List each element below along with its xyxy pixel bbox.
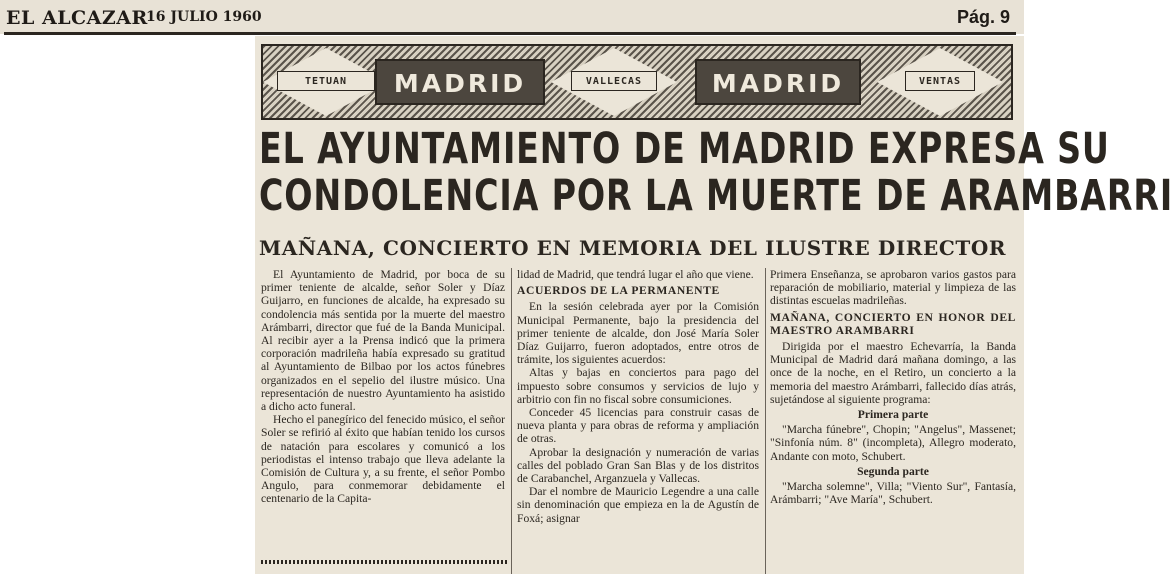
- banner-madrid-1: MADRID: [375, 59, 545, 105]
- column-divider-1: [511, 268, 512, 574]
- col3-paragraph-1: Dirigida por el maestro Echevarría, la Banda Municipal de Madrid dará mañana domingo, a las once de la noche, en el Retiro, un concierto a la memoria del maestro Arámbarri, fallecido días atrás, sujetándose al siguiente programa:: [770, 340, 1016, 406]
- article-clipping: [255, 36, 1173, 574]
- col2-paragraph-3: Conceder 45 licencias para construir casas de nueva planta y para obras de reforma y ampliación de otras.: [517, 406, 759, 446]
- column-1: [261, 268, 505, 506]
- col2-paragraph-4: Aprobar la designación y numeración de varias calles del poblado Gran San Blas y de los distritos de Carabanchel, Arganzuela y Vallecas.: [517, 445, 759, 486]
- banner-label-vallecas: VALLECAS: [571, 71, 657, 91]
- column-end-rule: [261, 560, 509, 564]
- program-part-2-heading: Segunda parte: [857, 464, 929, 478]
- page-number: Pág. 9: [956, 7, 1010, 27]
- col2-paragraph-1: En la sesión celebrada ayer por la Comisión Municipal Permanente, bajo la presidencia del primer teniente de alcalde, don José María Soler Díaz Guijarro, fueron adoptados, entre otros de trámite, los siguientes acuerdos:: [517, 300, 759, 367]
- column-3: [770, 268, 1016, 506]
- col2-section-heading: ACUERDOS DE LA PERMANENTE: [517, 284, 720, 298]
- col3-section-heading: MAÑANA, CONCIERTO EN HONOR DEL MAESTRO ARAMBARRI: [770, 310, 1016, 337]
- header-rule: [4, 32, 1016, 35]
- headline-line-2: CONDOLENCIA POR LA MUERTE DE ARAMBARRI: [259, 171, 1173, 221]
- col2-paragraph-2: Altas y bajas en conciertos para pago del impuesto sobre consumos y servicios de lujo y arbitrio con fin no fiscal sobre consumiciones.: [517, 366, 759, 406]
- program-part-1-heading: Primera parte: [857, 408, 929, 422]
- headline: [259, 124, 1173, 221]
- banner-label-tetuan: TETUAN: [277, 71, 375, 91]
- banner-label-ventas: VENTAS: [905, 71, 975, 91]
- column-2: [517, 268, 759, 525]
- issue-date: 16 JULIO 1960: [146, 9, 262, 25]
- column-divider-2: [765, 268, 766, 574]
- headline-line-1: EL AYUNTAMIENTO DE MADRID EXPRESA SU: [259, 124, 1110, 174]
- col1-paragraph-1: El Ayuntamiento de Madrid, por boca de su primer teniente de alcalde, señor Soler y Díaz Guijarro, en funciones de alcalde, ha expresado su condolencia más sentida por la muerte del maestro Arámbarri, director que fué de la Banda Municipal. Al recibir ayer a la Prensa indicó que la primera corporación madrileña había expresado su gratitud al Ayuntamiento de Bilbao por los actos fúnebres organizados en el sepelio del ilustre músico. Una representación de nuestro Ayuntamiento ha asistido a dicho acto funeral.: [261, 268, 505, 414]
- subheadline: MAÑANA, CONCIERTO EN MEMORIA DEL ILUSTRE DIRECTOR: [259, 236, 1007, 260]
- col3-paragraph-0: Primera Enseñanza, se aprobaron varios gastos para reparación de mobiliario, material y limpieza de las distintas escuelas madrileñas.: [770, 268, 1016, 308]
- section-banner: [261, 44, 1013, 120]
- col2-paragraph-5: Dar el nombre de Mauricio Legendre a una calle sin denominación que empieza en la de Agustín de Foxá; asignar: [517, 485, 759, 525]
- program-part-2: "Marcha solemne", Villa; "Viento Sur", Fantasía, Arámbarri; "Ave María", Schubert.: [770, 480, 1016, 507]
- newspaper-name: EL ALCAZAR: [6, 7, 148, 29]
- running-head: [0, 0, 1024, 34]
- col1-paragraph-2: Hecho el panegírico del fenecido músico, el señor Soler se refirió al éxito que habían tenido los cursos de natación para escolares y comunicó a los periodistas el intenso trabajo que lleva adelante la Comisión de Cultura y, a su frente, el señor Pombo Angulo, para conmemorar debidamente el centenario de la Capita-: [261, 413, 505, 506]
- program-part-1: "Marcha fúnebre", Chopin; "Angelus", Massenet; "Sinfonía núm. 8" (incompleta), Allegro moderato, Andante con moto, Schubert.: [770, 423, 1016, 463]
- col2-paragraph-0: lidad de Madrid, que tendrá lugar el año que viene.: [517, 268, 754, 281]
- banner-madrid-2: MADRID: [695, 59, 861, 105]
